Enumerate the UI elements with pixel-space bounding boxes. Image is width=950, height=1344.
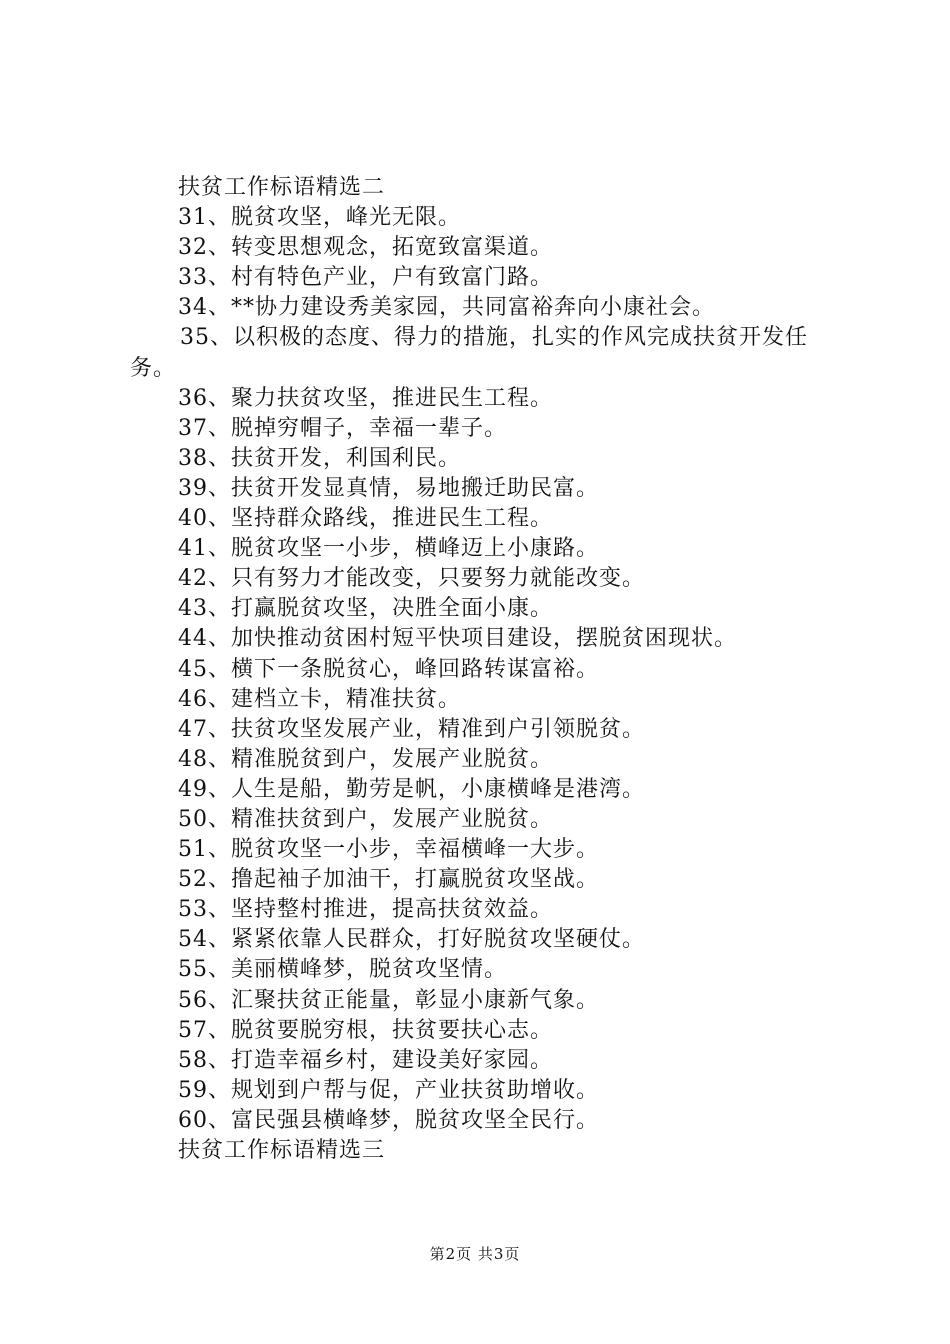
slogan-item: 39、扶贫开发显真情，易地搬迁助民富。 xyxy=(178,475,599,501)
slogan-item: 55、美丽横峰梦，脱贫攻坚情。 xyxy=(178,957,507,983)
slogan-item: 43、打赢脱贫攻坚，决胜全面小康。 xyxy=(178,596,553,622)
slogan-item: 33、村有特色产业，户有致富门路。 xyxy=(178,265,553,291)
slogan-item: 42、只有努力才能改变，只要努力就能改变。 xyxy=(178,566,645,592)
slogan-item: 40、坚持群众路线，推进民生工程。 xyxy=(178,506,553,532)
slogan-item: 31、脱贫攻坚，峰光无限。 xyxy=(178,205,461,231)
slogan-item: 45、横下一条脱贫心，峰回路转谋富裕。 xyxy=(178,656,599,682)
slogan-item: 48、精准脱贫到户，发展产业脱贫。 xyxy=(178,746,553,772)
slogan-item: 60、富民强县横峰梦，脱贫攻坚全民行。 xyxy=(178,1107,599,1133)
slogan-item: 38、扶贫开发，利国利民。 xyxy=(178,445,461,471)
page-footer: 第2页 共3页 xyxy=(429,1245,521,1263)
slogan-item: 56、汇聚扶贫正能量，彰显小康新气象。 xyxy=(178,987,599,1013)
slogan-item: 50、精准扶贫到户，发展产业脱贫。 xyxy=(178,806,553,832)
slogan-item: 58、打造幸福乡村，建设美好家园。 xyxy=(178,1047,553,1073)
slogan-item: 37、脱掉穷帽子，幸福一辈子。 xyxy=(178,415,507,441)
slogan-item: 36、聚力扶贫攻坚，推进民生工程。 xyxy=(178,385,553,411)
slogan-item: 32、转变思想观念，拓宽致富渠道。 xyxy=(178,235,553,261)
slogan-item: 49、人生是船，勤劳是帆，小康横峰是港湾。 xyxy=(178,776,645,802)
slogan-item: 54、紧紧依靠人民群众，打好脱贫攻坚硬仗。 xyxy=(178,927,645,953)
slogan-item: 57、脱贫要脱穷根，扶贫要扶心志。 xyxy=(178,1017,553,1043)
slogan-item: 53、坚持整村推进，提高扶贫效益。 xyxy=(178,897,553,923)
slogan-item: 59、规划到户帮与促，产业扶贫助增收。 xyxy=(178,1077,599,1103)
slogan-item: 44、加快推动贫困村短平快项目建设，摆脱贫困现状。 xyxy=(178,626,737,652)
slogan-item: 41、脱贫攻坚一小步，横峰迈上小康路。 xyxy=(178,536,599,562)
section-heading: 扶贫工作标语精选三 xyxy=(178,1138,386,1163)
slogan-item: 35、以积极的态度、得力的措施，扎实的作风完成扶贫开发任务。 xyxy=(130,325,808,381)
section-heading: 扶贫工作标语精选二 xyxy=(178,175,386,200)
slogan-item: 47、扶贫攻坚发展产业，精准到户引领脱贫。 xyxy=(178,716,645,742)
slogan-item: 52、撸起袖子加油干，打赢脱贫攻坚战。 xyxy=(178,867,599,893)
slogan-item: 51、脱贫攻坚一小步，幸福横峰一大步。 xyxy=(178,837,599,863)
document-body xyxy=(130,173,840,1166)
slogan-item: 46、建档立卡，精准扶贫。 xyxy=(178,686,461,712)
slogan-item: 34、**协力建设秀美家园，共同富裕奔向小康社会。 xyxy=(178,295,715,321)
